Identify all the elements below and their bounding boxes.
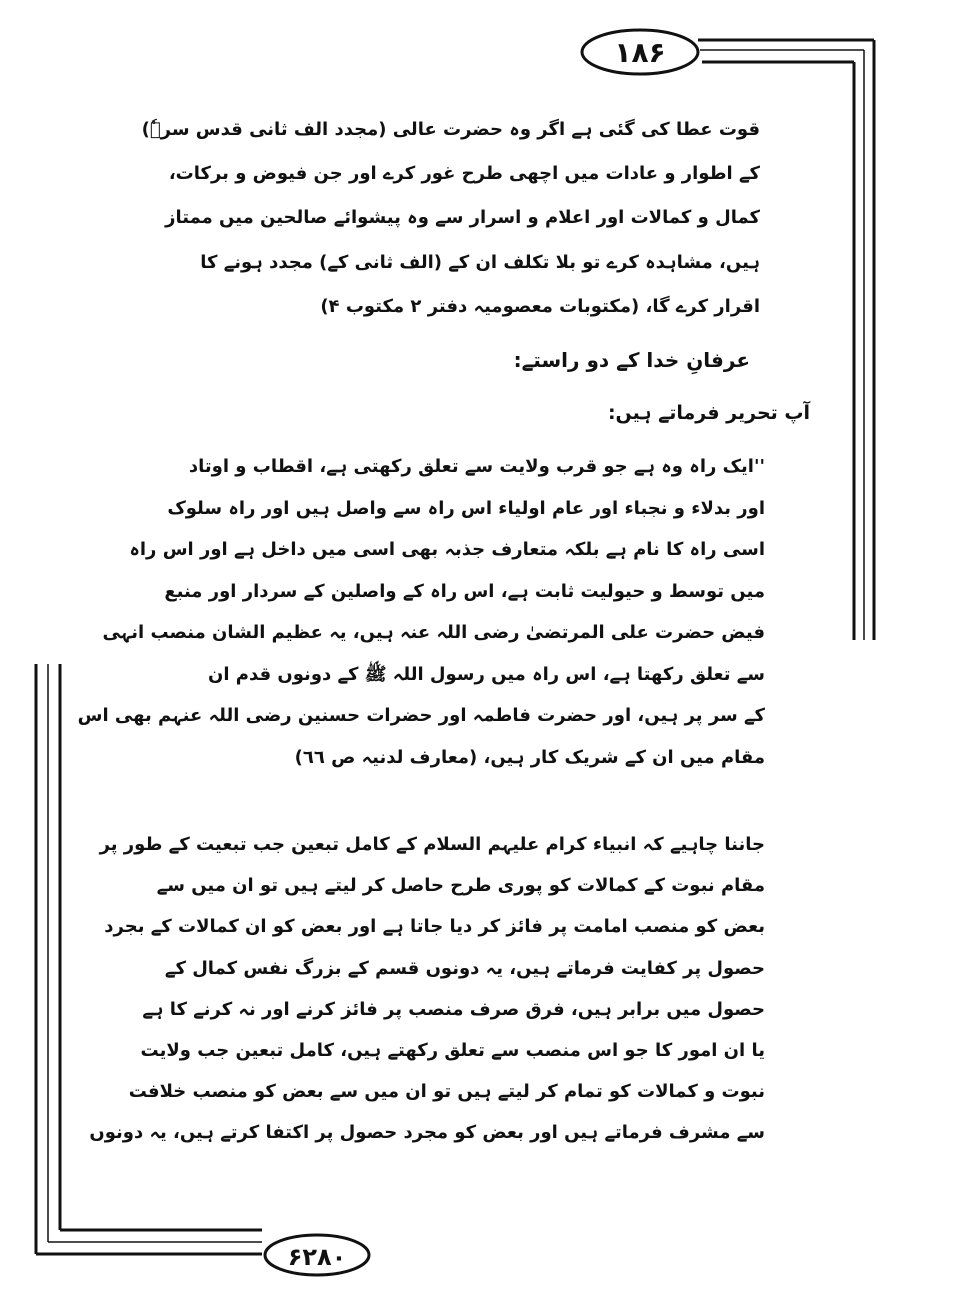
paragraph-1-line: کے اطوار و عادات میں اچھی طرح غور کرے اور جن فیوض و برکات،	[168, 163, 760, 185]
paragraph-1-line: ہیں، مشاہدہ کرے تو بلا تکلف ان کے (الف ثانی کے) مجدد ہونے کا	[200, 251, 760, 273]
quote-line: میں توسط و حیولیت ثابت ہے، اس راہ کے واصلین کے سردار اور منبع	[164, 580, 765, 602]
quote-block	[77, 446, 765, 778]
quote-line: فیض حضرت علی المرتضیٰ رضی اللہ عنہ ہیں، یہ عظیم الشان منصب انہی	[102, 622, 765, 643]
paragraph-1-line: اقرار کرے گا، (مکتوبات معصومیہ دفتر ۲ مکتوب ۴)	[320, 295, 760, 317]
section-heading: عرفانِ خدا کے دو راستے:	[513, 348, 750, 372]
quote-line: اسی راہ کا نام ہے بلکہ متعارف جذبہ بھی اسی میں داخل ہے اور اس راہ	[129, 539, 765, 560]
quote-line: ''ایک راہ وہ ہے جو قرب ولایت سے تعلق رکھتی ہے، اقطاب و اوتاد	[188, 456, 765, 477]
quote-line: اور بدلاء و نجباء اور عام اولیاء اس راہ سے واصل ہیں اور راہ سلوک	[167, 497, 765, 519]
paragraph-1-line: کمال و کمالات اور اعلام و اسرار سے وہ پیشوائے صالحین میں ممتاز	[165, 207, 760, 229]
paragraph-1	[141, 108, 760, 329]
quote-line: کے سر پر ہیں، اور حضرت فاطمہ اور حضرات حسنین رضی اللہ عنہم بھی اس	[77, 705, 765, 726]
quote-line: مقام میں ان کے شریک کار ہیں، (معارف لدنیہ ص ٦٦)	[294, 746, 765, 768]
paragraph-2-line: نبوت و کمالات کو تمام کر لیتے ہیں تو ان میں سے بعض کو منصب خلافت	[128, 1081, 765, 1103]
paragraph-2-line: بعض کو منصب امامت پر فائز کر دیا جاتا ہے اور بعض کو ان کمالات کے بجرد	[104, 916, 765, 938]
paragraph-2-line: یا ان امور کا جو اس منصب سے تعلق رکھتے ہیں، کامل تبعین جب ولایت	[140, 1039, 765, 1061]
paragraph-2-line: مقام نبوت کے کمالات کو پوری طرح حاصل کر لیتے ہیں تو ان میں سے	[156, 875, 765, 897]
paragraph-2	[89, 824, 765, 1154]
paragraph-2-line: جاننا چاہیے کہ انبیاء کرام علیہم السلام کے کامل تبعین جب تبعیت کے طور پر	[99, 834, 765, 855]
section-subheading: آپ تحریر فرماتے ہیں:	[607, 402, 810, 424]
quote-line: سے تعلق رکھتا ہے، اس راہ میں رسول اللہ ﷺ کے دونوں قدم ان	[207, 663, 765, 685]
paragraph-2-line: حصول پر کفایت فرماتے ہیں، یہ دونوں قسم کے بزرگ نفس کمال کے	[164, 957, 765, 979]
paragraph-2-line: سے مشرف فرماتے ہیں اور بعض کو مجرد حصول پر اکتفا کرتے ہیں، یہ دونوں	[89, 1122, 765, 1144]
top-page-number: ۱۸۶	[614, 35, 666, 69]
bottom-page-number: ۶۲۸۰	[287, 1243, 347, 1271]
paragraph-1-line: قوت عطا کی گئی ہے اگر وہ حضرت عالی (مجدد الف ثانی قدس سرہٗ)	[141, 119, 760, 140]
paragraph-2-line: حصول میں برابر ہیں، فرق صرف منصب پر فائز کرنے اور نہ کرنے کا ہے	[142, 998, 765, 1020]
